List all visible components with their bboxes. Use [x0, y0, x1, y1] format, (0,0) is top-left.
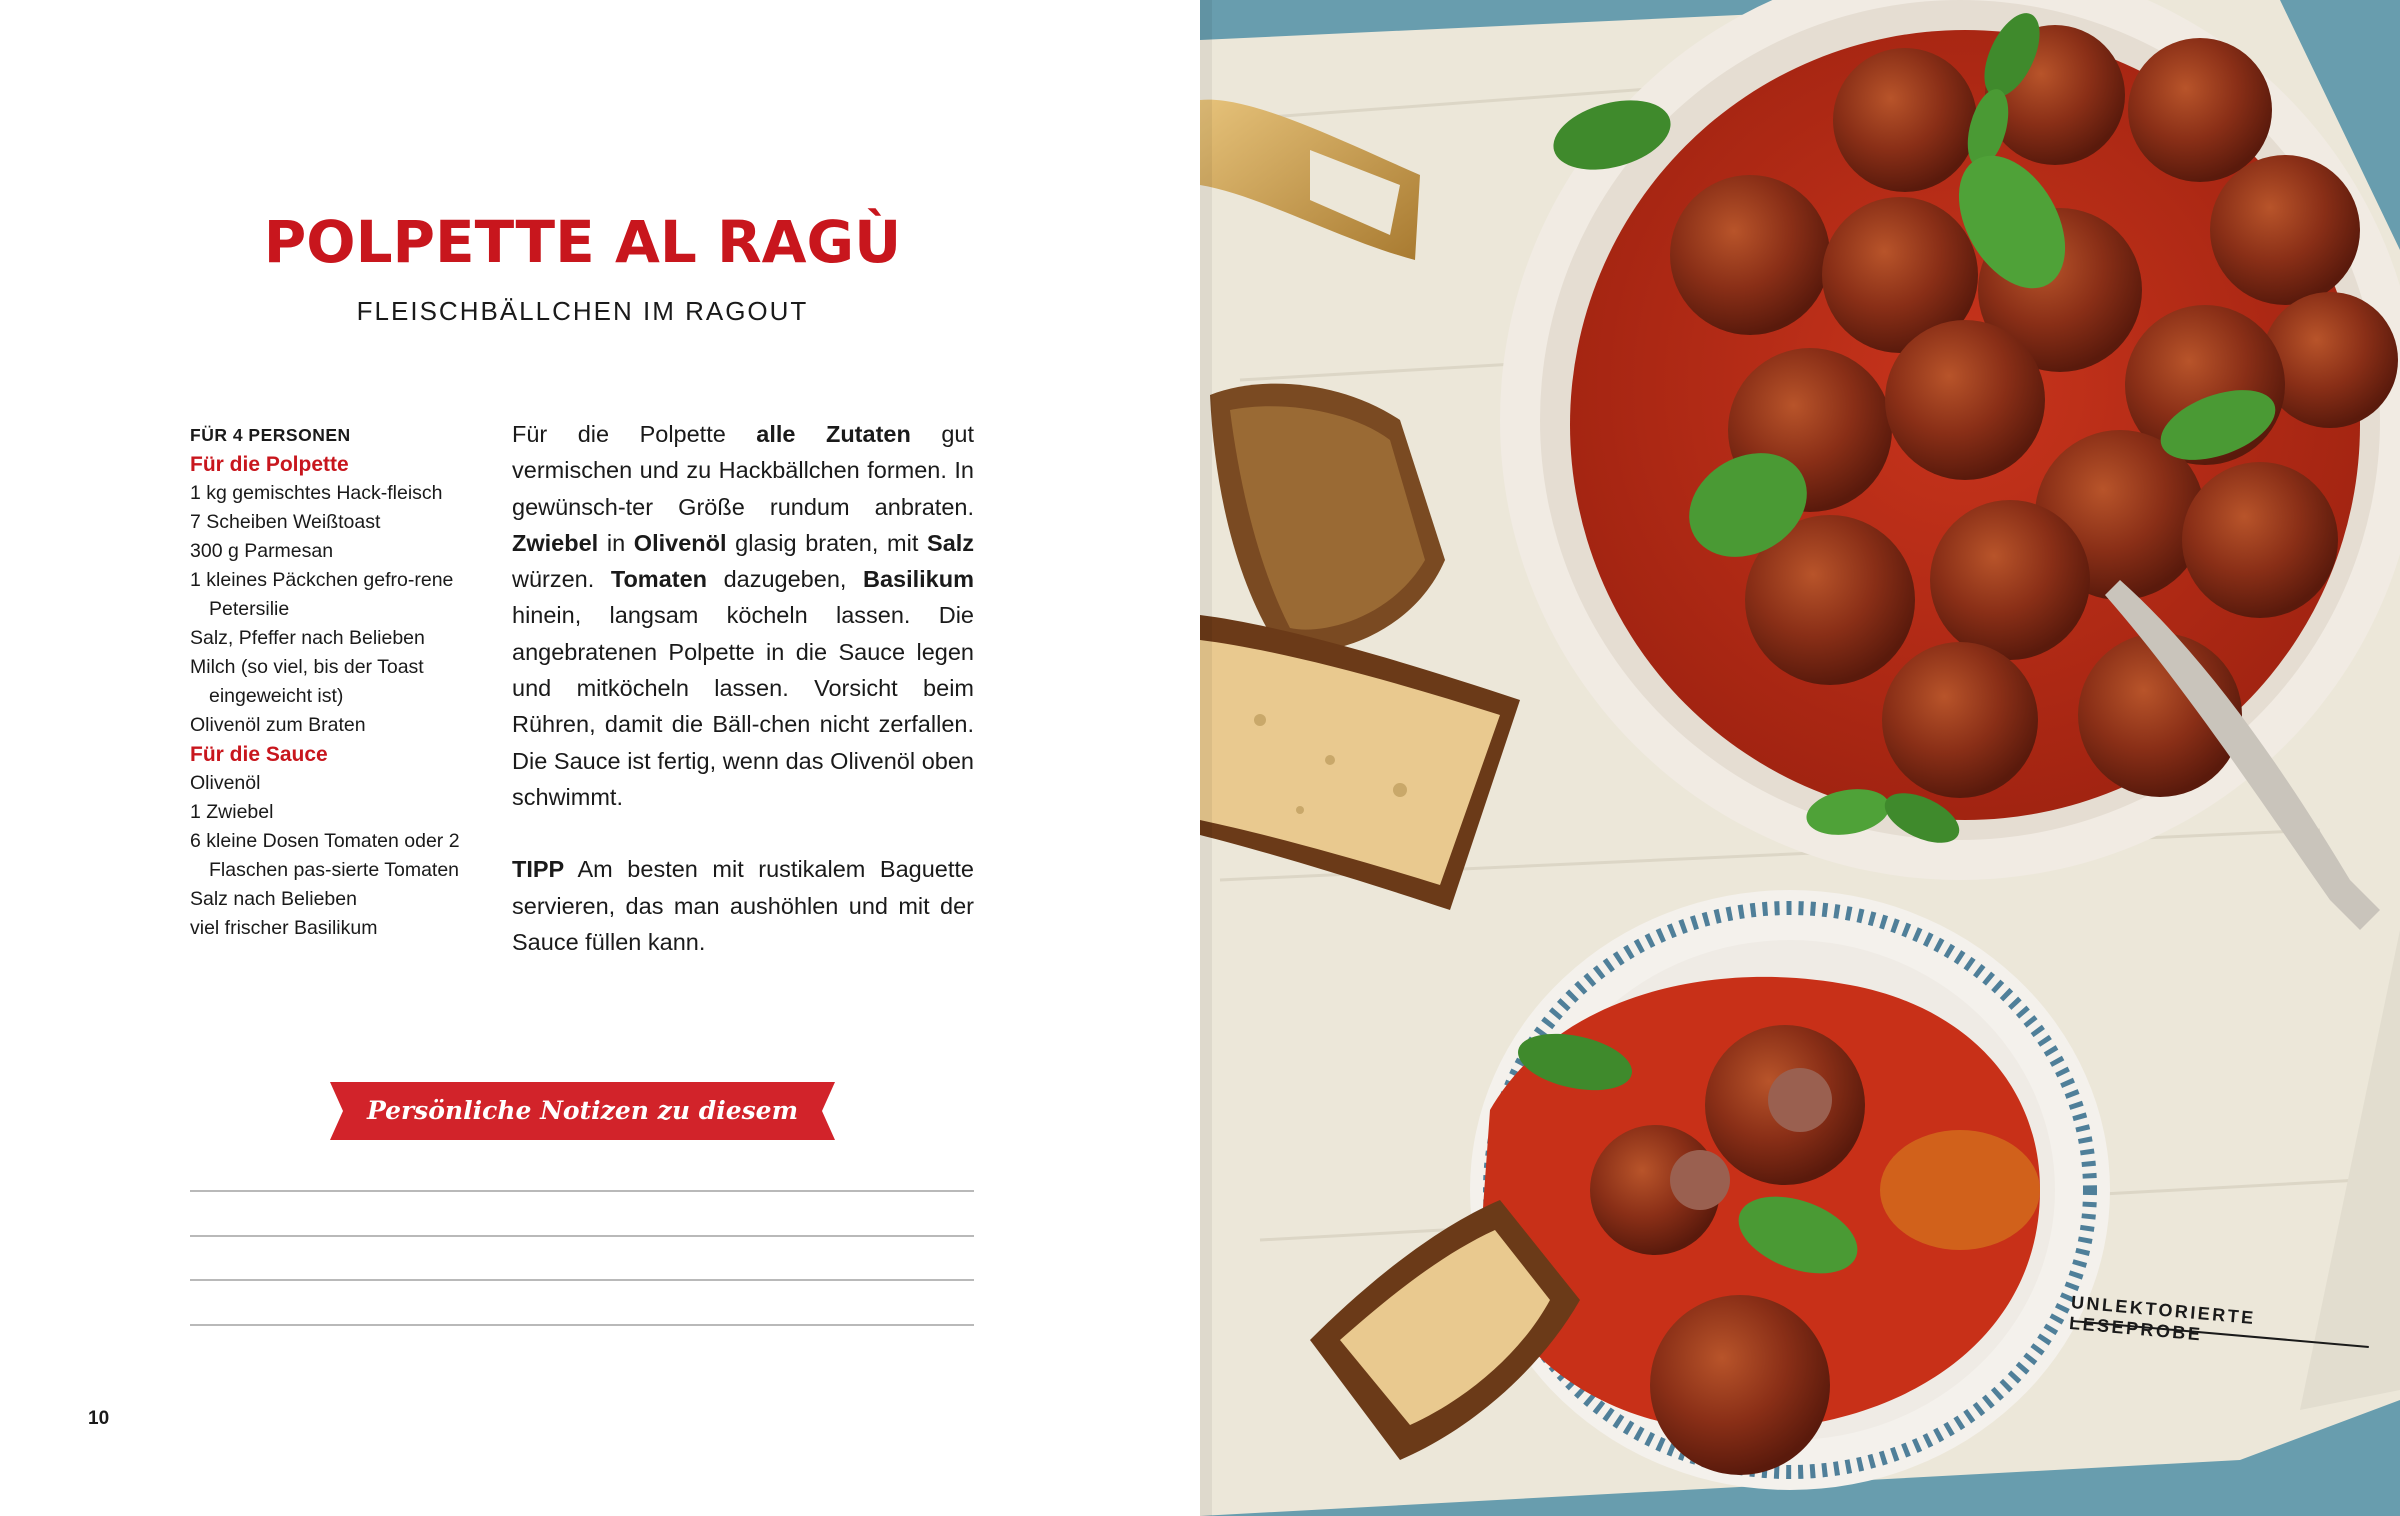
note-line	[190, 1279, 974, 1281]
ingredient-item: 1 Zwiebel	[190, 801, 274, 823]
sauce-heading: Für die Sauce	[190, 743, 328, 766]
ingredient-item: 1 kleines Päckchen gefro-rene Petersilie	[190, 569, 454, 620]
food-photo-page	[1200, 0, 2400, 1516]
note-line	[190, 1190, 974, 1192]
ingredient-item: Olivenöl	[190, 772, 261, 794]
meatballs-photo	[1200, 0, 2400, 1516]
recipe-title: POLPETTE AL RAGÙ	[263, 208, 902, 276]
page-number: 10	[88, 1408, 110, 1429]
tip-paragraph	[512, 851, 974, 960]
ingredient-item: 6 kleine Dosen Tomaten oder 2 Flaschen pas-sierte Tomaten	[190, 830, 460, 881]
instructions	[512, 416, 974, 960]
tip-text: Am besten mit rustikalem Baguette servieren, das man aushöhlen und mit der Sauce füllen kann.	[512, 856, 974, 955]
ingredient-item: Milch (so viel, bis der Toast eingeweicht ist)	[190, 656, 424, 707]
note-line	[190, 1235, 974, 1237]
ingredient-item: Salz, Pfeffer nach Belieben	[190, 627, 425, 649]
ingredient-item: 1 kg gemischtes Hack-fleisch	[190, 482, 443, 504]
notes-ribbon-label: Persönliche Notizen zu diesem Rezept	[366, 1096, 799, 1183]
polpette-heading: Für die Polpette	[190, 453, 349, 476]
ingredient-item: 7 Scheiben Weißtoast	[190, 511, 381, 533]
recipe-subtitle: FLEISCHBÄLLCHEN IM RAGOUT	[356, 296, 809, 326]
ingredient-item: viel frischer Basilikum	[190, 917, 378, 939]
tip-label: TIPP	[512, 856, 565, 883]
ingredient-item: Olivenöl zum Braten	[190, 714, 366, 736]
watermark-label: UNLEKTORIERTE LESEPROBE	[2068, 1292, 2257, 1345]
servings-label: FÜR 4 PERSONEN	[190, 425, 351, 445]
ingredient-item: 300 g Parmesan	[190, 540, 334, 562]
ingredient-list	[190, 421, 490, 943]
ingredient-item: Salz nach Belieben	[190, 888, 357, 910]
instructions-paragraph: Für die Polpette alle Zutaten gut vermischen und zu Hackbällchen formen. In gewünsch-ter Größe rundum anbraten. Zwiebel in Olivenöl glasig braten, mit Salz würzen. Tomaten dazugeben, Basilikum hinein, langsam köcheln lassen. Die angebratenen Polpette in die Sauce legen und mitköcheln lassen. Vorsicht beim Rühren, damit die Bäll-chen nicht zerfallen. Die Sauce ist fertig, wenn das Olivenöl oben schwimmt.	[512, 421, 975, 810]
notes-ribbon	[330, 1082, 835, 1183]
note-line	[190, 1324, 974, 1326]
